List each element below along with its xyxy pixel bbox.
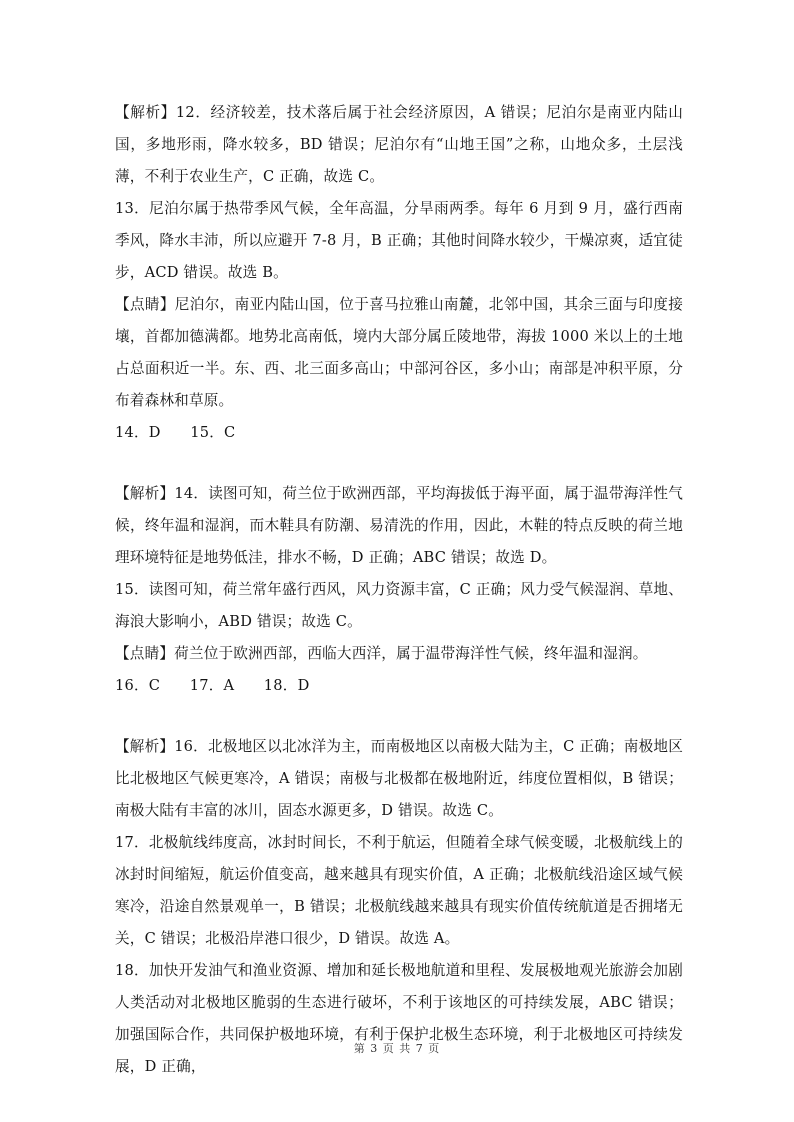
analysis-q15: 15．读图可知，荷兰常年盛行西风，风力资源丰富，C 正确；风力受气候湿润、草地、海浪大影响小，ABD 错误；故选 C。	[115, 581, 683, 630]
analysis-q17: 17．北极航线纬度高，冰封时间长，不利于航运，但随着全球气候变暖，北极航线上的冰封时间缩短，航运价值变高，越来越具有现实价值，A 正确；北极航线沿途区域气候寒冷，沿途自然景观单一，B 错误；北极航线越来越具有现实价值传统航道是否拥堵无关，C 错误；北极沿岸港口很少，D 错误。故选 A。	[115, 834, 683, 947]
answers-16-18: 16．C 17．A 18．D	[115, 677, 310, 694]
answers-14-15: 14．D 15．C	[115, 424, 236, 441]
analysis-q12: 【解析】12．经济较差，技术落后属于社会经济原因，A 错误；尼泊尔是南亚内陆山国，多地形雨，降水较多，BD 错误；尼泊尔有“山地王国”之称，山地众多，土层浅薄，不利于农业生产，C 正确，故选 C。	[115, 104, 683, 185]
spacer	[115, 449, 683, 478]
key-point-nepal: 【点睛】尼泊尔，南亚内陆山国，位于喜马拉雅山南麓，北邻中国，其余三面与印度接壤，首都加德满都。地势北高南低，境内大部分属丘陵地带，海拔 1000 米以上的土地占总面积近一半。东、西、北三面多高山；中部河谷区，多小山；南部是冲积平原，分布着森林和草原。	[115, 296, 683, 409]
analysis-q14: 【解析】14．读图可知，荷兰位于欧洲西部，平均海拔低于海平面，属于温带海洋性气候，终年温和湿润，而木鞋具有防潮、易清洗的作用，因此，木鞋的特点反映的荷兰地理环境特征是地势低洼，排水不畅，D 正确；ABC 错误；故选 D。	[115, 485, 683, 566]
analysis-q16: 【解析】16．北极地区以北冰洋为主，而南极地区以南极大陆为主，C 正确；南极地区比北极地区气候更寒冷，A 错误；南极与北极都在极地附近，纬度位置相似，B 错误；南极大陆有丰富的冰川，固态水源更多，D 错误。故选 C。	[115, 738, 683, 819]
key-point-netherlands: 【点睛】荷兰位于欧洲西部，西临大西洋，属于温带海洋性气候，终年温和湿润。	[115, 645, 648, 662]
analysis-q13: 13．尼泊尔属于热带季风气候，全年高温，分旱雨两季。每年 6 月到 9 月，盛行西南季风，降水丰沛，所以应避开 7-8 月，B 正确；其他时间降水较少，干燥凉爽，适宜徒步，ACD 错误。故选 B。	[115, 200, 683, 281]
document-body	[115, 97, 683, 1083]
page-number-footer: 第 3 页 共 7 页	[353, 1042, 441, 1055]
analysis-q18: 18．加快开发油气和渔业资源、增加和延长极地航道和里程、发展极地观光旅游会加剧人类活动对北极地区脆弱的生态进行破坏，不利于该地区的可持续发展，ABC 错误；加强国际合作，共同保护极地环境，有利于保护北极生态环境，利于北极地区可持续发展，D 正确，	[115, 962, 683, 1075]
spacer	[115, 702, 683, 731]
